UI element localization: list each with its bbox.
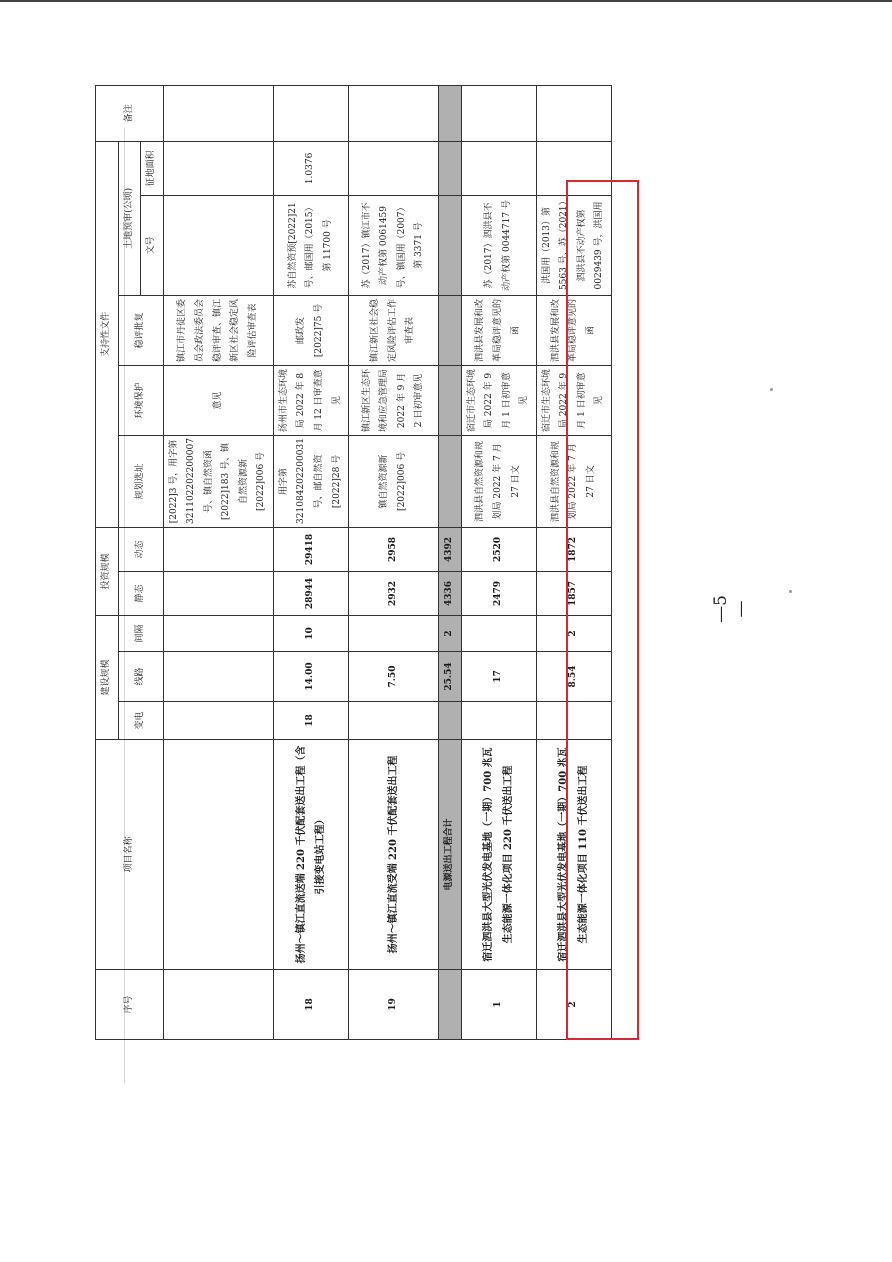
cell-line: 8.54 — [536, 652, 611, 702]
cell-dynamic: 29418 — [273, 527, 348, 571]
cell-static: 2932 — [349, 571, 439, 615]
cell-static: 28944 — [273, 571, 348, 615]
cell-static: 2479 — [461, 571, 536, 615]
header-row-1 — [96, 85, 119, 1039]
cell-stability: 镇江市丹徒区委员会政法委员会稳评审查、镇江新区社会稳定风险评估审查表 — [163, 295, 273, 365]
cell-planning: 泗洪县自然资源和规划局 2022 年 7 月 27 日文 — [461, 435, 536, 527]
cell-stability: 泗洪县发展和改革局稳评意见的函 — [461, 295, 536, 365]
cell-line: 7.50 — [349, 652, 439, 702]
cell-dynamic: 2958 — [349, 527, 439, 571]
scan-speck — [770, 388, 773, 391]
cell-doc-no: 苏（2017）镇江市不动产权第 0061459 号、镇国用（2007）第 3371 号 — [349, 195, 439, 295]
cell-stability: 邮政发 [2022]75 号 — [273, 295, 348, 365]
header-substation: 变电 — [118, 702, 163, 740]
subtotal-row — [439, 85, 462, 1039]
project-table — [95, 85, 612, 1040]
header-line: 线路 — [118, 652, 163, 702]
cell-substation: 18 — [273, 702, 348, 740]
cell-name: 宿迁泗洪县大型光伏发电基地（一期）700 兆瓦生态能源一体化项目 110 千伏送出工程 — [536, 740, 611, 970]
cell-stability: 镇江新区社会稳定风险评估工作审查表 — [349, 295, 439, 365]
cell-env: 宿迁市生态环境局 2022 年 9 月 1 日初审意见 — [536, 365, 611, 435]
cell-static: 1857 — [536, 571, 611, 615]
header-name: 项目名称 — [96, 740, 164, 970]
cell-name: 扬州～镇江直流送端 220 千伏配套送出工程（含引接变电站工程） — [273, 740, 348, 970]
header-support-docs: 支持性文件 — [96, 141, 119, 527]
cell-seq: 19 — [349, 970, 439, 1040]
header-env: 环境保护 — [118, 365, 163, 435]
cell-static: 4336 — [439, 571, 462, 615]
cell-dynamic: 2520 — [461, 527, 536, 571]
rotated-table-container — [95, 104, 605, 1040]
cell-bay: 2 — [536, 615, 611, 651]
page-number: —5— — [711, 595, 751, 623]
header-stability: 稳评批复 — [118, 295, 163, 365]
cell-planning: 镇自然资源新 [2022]006 号 — [349, 435, 439, 527]
cell-seq: 2 — [536, 970, 611, 1040]
header-static: 静态 — [118, 571, 163, 615]
header-seq: 序号 — [96, 970, 164, 1040]
cell-line: 17 — [461, 652, 536, 702]
cell-env: 扬州市生态环境局 2022 年 8 月 12 日审查意见 — [273, 365, 348, 435]
cell-doc-no: 苏自然资预[2022]21 号、邮国用（2015）第 11700 号 — [273, 195, 348, 295]
cell-line: 14.00 — [273, 652, 348, 702]
cell-doc-no: 苏（2017）泗洪县不动产权第 0044717 号 — [461, 195, 536, 295]
scan-top-edge — [0, 0, 892, 2]
table-row — [273, 85, 348, 1039]
header-land: 土地预审(公顷) — [118, 141, 141, 295]
header-build-scale: 建设规模 — [96, 615, 119, 739]
header-remark: 备注 — [96, 85, 164, 141]
table-row — [461, 85, 536, 1039]
scan-speck — [789, 590, 792, 593]
table-row — [163, 85, 273, 1039]
cell-env: 意见 — [163, 365, 273, 435]
table-row — [349, 85, 439, 1039]
cell-name: 宿迁泗洪县大型光伏发电基地（一期）700 兆瓦生态能源一体化项目 220 千伏送出工程 — [461, 740, 536, 970]
cell-planning: 泗洪县自然资源和规划局 2022 年 7 月 27 日文 — [536, 435, 611, 527]
cell-seq: 1 — [461, 970, 536, 1040]
cell-dynamic: 1872 — [536, 527, 611, 571]
cell-env: 镇江新区生态环境和应急管理局 2022 年 9 月 2 日初审意见 — [349, 365, 439, 435]
cell-area: 1.0376 — [273, 141, 348, 195]
header-dynamic: 动态 — [118, 527, 163, 571]
cell-doc-no: 洪国用（2013）第 5563 号、苏（2021）泗洪县不动产权第 0029439 号，洪国用 — [536, 195, 611, 295]
cell-seq: 18 — [273, 970, 348, 1040]
header-doc-no: 文号 — [141, 195, 164, 295]
cell-line: 25.54 — [439, 652, 462, 702]
cell-planning: 用字第 321084202200031 号、邮自然资 [2022]28 号 — [273, 435, 348, 527]
header-area: 征地面积 — [141, 141, 164, 195]
cell-name: 扬州～镇江直流受端 220 千伏配套送出工程 — [349, 740, 439, 970]
cell-stability: 泗洪县发展和改革局稳评意见的函 — [536, 295, 611, 365]
header-planning: 规划选址 — [118, 435, 163, 527]
highlight-box — [566, 180, 639, 1040]
cell-bay: 2 — [439, 615, 462, 651]
header-invest-scale: 投资规模 — [96, 527, 119, 615]
cell-planning: [2022]3 号，用字第 321102202200007 号、镇自然资函 [2022]183 号、镇自然资源新 [2022]006 号 — [163, 435, 273, 527]
cell-bay: 10 — [273, 615, 348, 651]
cell-dynamic: 4392 — [439, 527, 462, 571]
header-bay: 间隔 — [118, 615, 163, 651]
cell-env: 宿迁市生态环境局 2022 年 9 月 1 日初审意见 — [461, 365, 536, 435]
cell-name: 电源送出工程合计 — [439, 740, 462, 970]
